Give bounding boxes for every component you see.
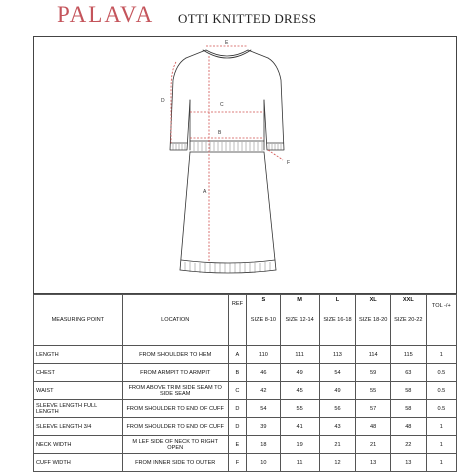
measure-lines [171,46,283,262]
row-point: CHEST [34,364,123,382]
row-value-m: 55 [280,400,319,418]
row-point: NECK WIDTH [34,436,123,454]
header-size-m: M SIZE 12-14 [280,295,319,346]
row-point: LENGTH [34,346,123,364]
row-value-l: 49 [319,382,356,400]
table-row [34,364,457,382]
measurement-table [33,294,457,472]
row-value-xxl: 115 [390,346,426,364]
label-a: A [203,189,207,195]
row-tolerance: 0.5 [426,364,456,382]
row-value-l: 56 [319,400,356,418]
table-row [34,418,457,436]
label-d: D [161,98,165,104]
header-tolerance: TOL -/+ [426,295,456,346]
row-value-xxl: 58 [390,400,426,418]
row-location: FROM SHOULDER TO HEM [122,346,228,364]
row-value-s: 18 [247,436,281,454]
row-location: FROM ABOVE TRIM SIDE SEAM TO SIDE SEAM [122,382,228,400]
row-ref: A [228,346,246,364]
row-location: FROM SHOULDER TO END OF CUFF [122,418,228,436]
label-e: E [225,40,229,46]
row-point: CUFF WIDTH [34,454,123,472]
header-size-xl: XL SIZE 18-20 [356,295,391,346]
header-measuring-point: MEASURING POINT [34,295,123,346]
table-row [34,436,457,454]
row-value-m: 11 [280,454,319,472]
label-c: C [220,102,224,108]
row-value-xl: 59 [356,364,391,382]
row-point: SLEEVE LENGTH 3/4 [34,418,123,436]
row-ref: D [228,418,246,436]
header-size-l: L SIZE 16-18 [319,295,356,346]
row-value-s: 10 [247,454,281,472]
row-value-s: 54 [247,400,281,418]
row-value-l: 43 [319,418,356,436]
row-point: SLEEVE LENGTH FULL LENGTH [34,400,123,418]
row-ref: D [228,400,246,418]
document-title: OTTI KNITTED DRESS [178,11,317,26]
row-value-xxl: 13 [390,454,426,472]
row-value-l: 54 [319,364,356,382]
table-row [34,454,457,472]
row-value-xxl: 48 [390,418,426,436]
row-location: FROM SHOULDER TO END OF CUFF [122,400,228,418]
row-value-m: 49 [280,364,319,382]
header-location: LOCATION [122,295,228,346]
table-row [34,400,457,418]
row-value-xl: 55 [356,382,391,400]
row-value-s: 46 [247,364,281,382]
row-value-l: 113 [319,346,356,364]
row-value-xxl: 22 [390,436,426,454]
header-ref: REF [228,295,246,346]
dress-outline [170,50,284,273]
row-value-xl: 48 [356,418,391,436]
row-value-xxl: 58 [390,382,426,400]
row-value-l: 21 [319,436,356,454]
row-tolerance: 1 [426,418,456,436]
header-size-s: S SIZE 8-10 [247,295,281,346]
row-ref: F [228,454,246,472]
row-value-s: 39 [247,418,281,436]
row-value-m: 111 [280,346,319,364]
row-ref: B [228,364,246,382]
brand-logo: PALAVA [57,2,155,27]
row-value-xl: 114 [356,346,391,364]
row-location: FROM INNER SIDE TO OUTER [122,454,228,472]
table-row [34,382,457,400]
row-tolerance: 1 [426,346,456,364]
row-point: WAIST [34,382,123,400]
label-f: F [287,160,291,166]
row-tolerance: 1 [426,436,456,454]
table-header-row [34,295,457,346]
row-location: M LEF SIDE OF NECK TO RIGHT OPEN [122,436,228,454]
row-ref: E [228,436,246,454]
header-size-xxl: XXL SIZE 20-22 [390,295,426,346]
row-value-xl: 21 [356,436,391,454]
row-value-s: 42 [247,382,281,400]
row-tolerance: 1 [426,454,456,472]
row-value-xl: 13 [356,454,391,472]
row-tolerance: 0.5 [426,400,456,418]
row-value-xxl: 63 [390,364,426,382]
row-value-m: 41 [280,418,319,436]
row-value-xl: 57 [356,400,391,418]
table-row [34,346,457,364]
row-value-m: 19 [280,436,319,454]
row-tolerance: 0.5 [426,382,456,400]
row-ref: C [228,382,246,400]
row-value-m: 45 [280,382,319,400]
row-value-s: 110 [247,346,281,364]
label-b: B [218,130,222,136]
row-value-l: 12 [319,454,356,472]
row-location: FROM ARMPIT TO ARMPIT [122,364,228,382]
